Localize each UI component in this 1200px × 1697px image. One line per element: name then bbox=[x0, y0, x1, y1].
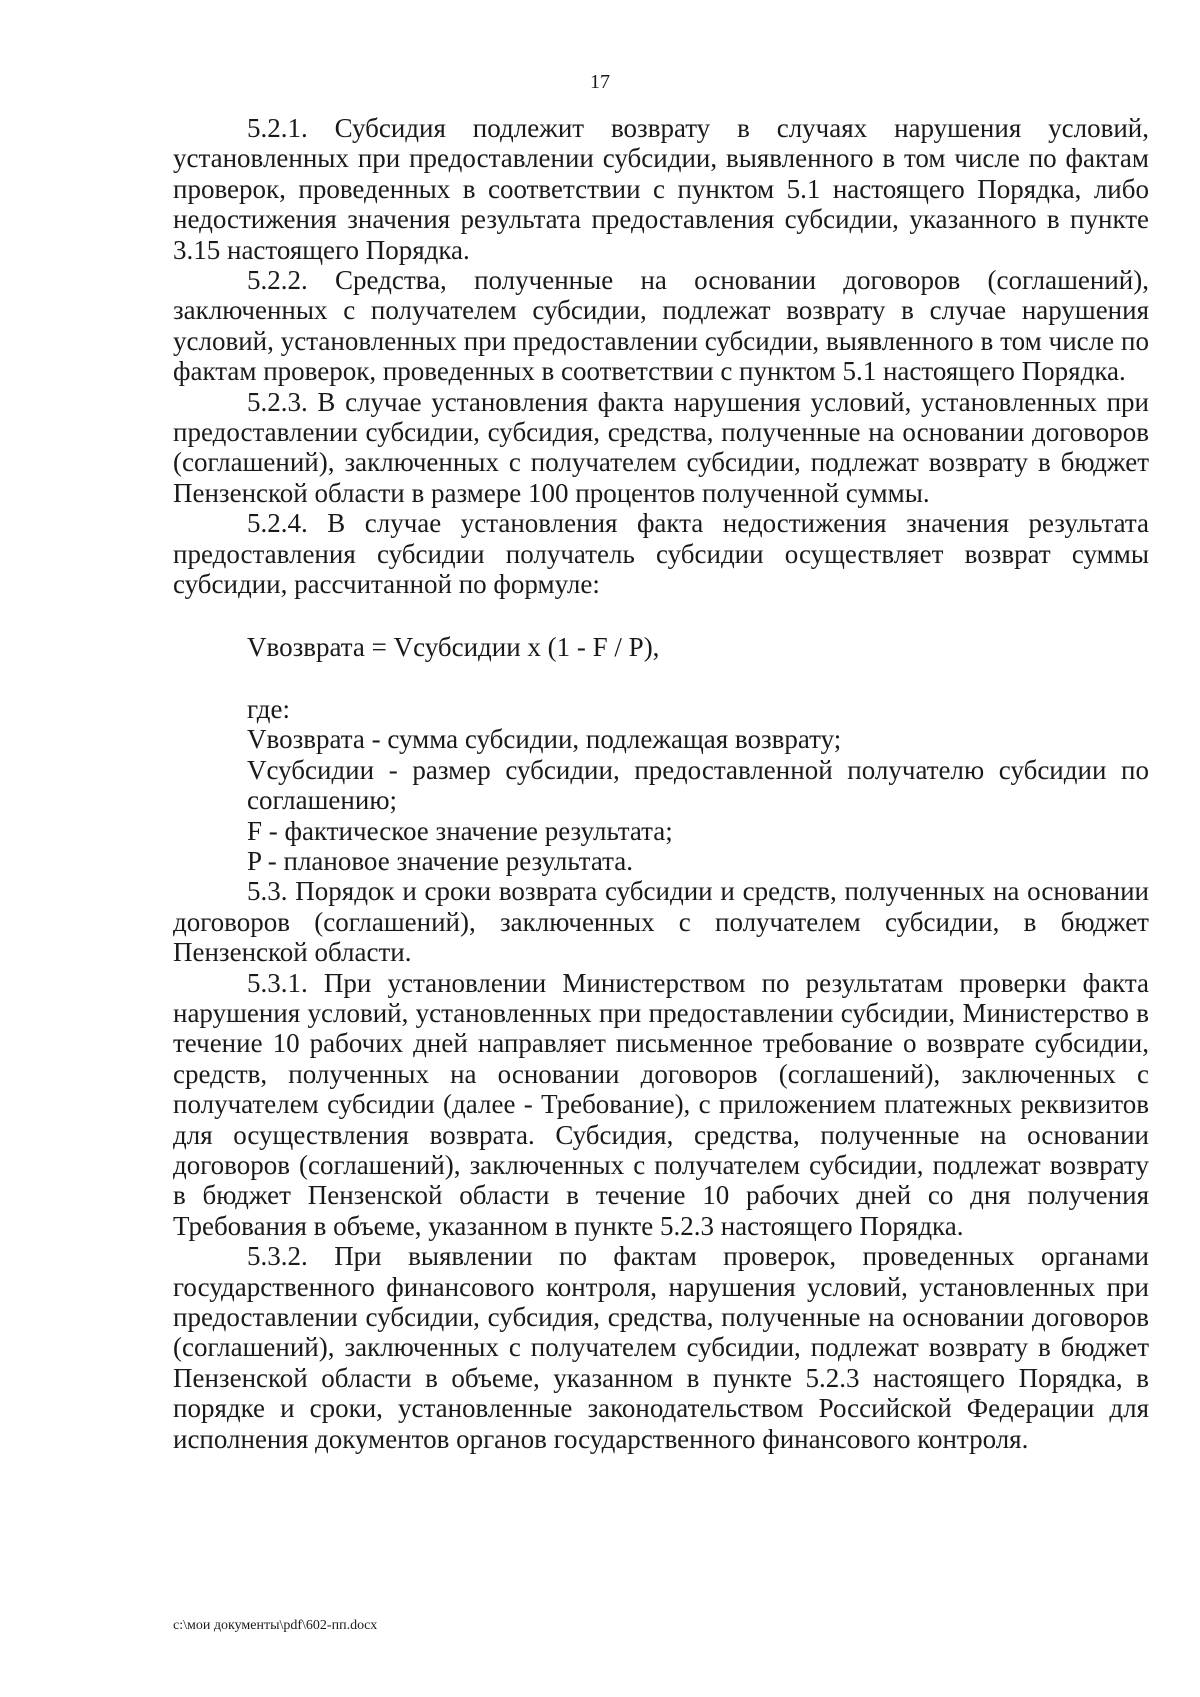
definition-v-subsidy: Vсубсидии - размер субсидии, предоставленной получателю субсидии по соглашению; bbox=[247, 754, 1149, 816]
definition-f: F - фактическое значение результата; bbox=[247, 815, 673, 846]
document-body bbox=[173, 113, 1149, 1454]
paragraph-5-2-4: 5.2.4. В случае установления факта недостижения значения результата предоставления субсидии получатель субсидии осуществляет возврат суммы субсидии, рассчитанной по формуле: bbox=[173, 508, 1149, 600]
return-formula: Vвозврата = Vсубсидии x (1 - F / P), bbox=[247, 631, 660, 662]
page-number: 17 bbox=[590, 71, 610, 93]
paragraph-5-3-2: 5.3.2. При выявлении по фактам проверок, проведенных органами государственного финансового контроля, нарушения условий, установленных при предоставлении субсидии, субсидия, средства, полученные на основании договоров (соглашений), заключенных с получателем субсидии, подлежат возврату в бюджет Пензенской области в объеме, указанном в пункте 5.2.3 настоящего Порядка, в порядке и сроки, установленные законодательством Российской Федерации для исполнения документов органов государственного финансового контроля. bbox=[173, 1241, 1149, 1454]
definition-v-return: Vвозврата - сумма субсидии, подлежащая возврату; bbox=[247, 724, 842, 755]
paragraph-5-2-3: 5.2.3. В случае установления факта нарушения условий, установленных при предоставлении субсидии, субсидия, средства, полученные на основании договоров (соглашений), заключенных с получателем субсидии, подлежат возврату в бюджет Пензенской области в размере 100 процентов полученной суммы. bbox=[173, 386, 1149, 508]
footer-file-path: c:\мои документы\pdf\602-пп.docx bbox=[173, 1618, 378, 1633]
paragraph-5-2-2: 5.2.2. Средства, полученные на основании договоров (соглашений), заключенных с получателем субсидии, подлежат возврату в случае нарушения условий, установленных при предоставлении субсидии, выявленного в том числе по фактам проверок, проведенных в соответствии с пунктом 5.1 настоящего Порядка. bbox=[173, 265, 1149, 387]
definition-p: P - плановое значение результата. bbox=[247, 845, 633, 876]
where-label: где: bbox=[247, 693, 290, 724]
paragraph-5-2-1: 5.2.1. Субсидия подлежит возврату в случаях нарушения условий, установленных при предоставлении субсидии, выявленного в том числе по фактам проверок, проведенных в соответствии с пунктом 5.1 настоящего Порядка, либо недостижения значения результата предоставления субсидии, указанного в пункте 3.15 настоящего Порядка. bbox=[173, 113, 1149, 265]
paragraph-5-3-1: 5.3.1. При установлении Министерством по результатам проверки факта нарушения условий, установленных при предоставлении субсидии, Министерство в течение 10 рабочих дней направляет письменное требование о возврате субсидии, средств, полученных на основании договоров (соглашений), заключенных с получателем субсидии (далее - Требование), с приложением платежных реквизитов для осуществления возврата. Субсидия, средства, полученные на основании договоров (соглашений), заключенных с получателем субсидии, подлежат возврату в бюджет Пензенской области в течение 10 рабочих дней со дня получения Требования в объеме, указанном в пункте 5.2.3 настоящего Порядка. bbox=[173, 967, 1149, 1241]
paragraph-5-3: 5.3. Порядок и сроки возврата субсидии и средств, полученных на основании договоров (соглашений), заключенных с получателем субсидии, в бюджет Пензенской области. bbox=[173, 876, 1149, 968]
